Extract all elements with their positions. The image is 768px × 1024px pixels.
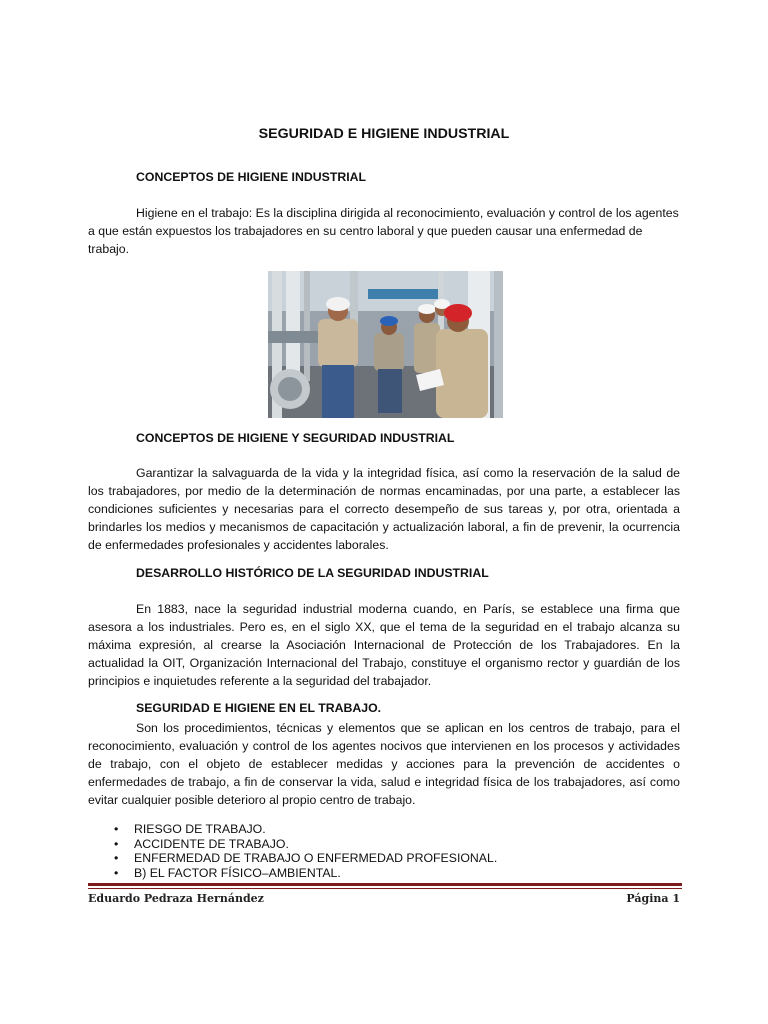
section-heading-higiene: CONCEPTOS DE HIGIENE INDUSTRIAL: [136, 170, 367, 184]
bullet-icon: •: [114, 851, 119, 865]
section-paragraph-desarrollo-historico: En 1883, nace la seguridad industrial moderna cuando, en París, se establece una firma que asesora a los industriales. Pero es, en el siglo XX, que el tema de la seguridad en el trabajo alcanza su máxima expresión, al crearse la Asociación Internacional de Protección de los Trabajadores. En la actualidad la OIT, Organización Internacional del Trabajo, constituye el organismo rector y guardián de los principios e inquietudes referente a la seguridad del trabajador.: [88, 602, 680, 688]
document-title: SEGURIDAD E HIGIENE INDUSTRIAL: [258, 126, 510, 142]
footer-divider-thin: [88, 888, 682, 889]
section-paragraph-seguridad-trabajo: Son los procedimientos, técnicas y elementos que se aplican en los centros de trabajo, para el reconocimiento, evaluación y control de los agentes nocivos que intervienen en los procesos y actividades de trabajo, con el objeto de establecer medidas y acciones para la prevención de accidentes o enfermedades de trabajo, a fin de conservar la vida, salud e integridad física de los trabajadores, así como evitar cualquier posible deterioro al propio centro de trabajo.: [88, 721, 680, 807]
section-heading-seguridad-trabajo: SEGURIDAD E HIGIENE EN EL TRABAJO.: [136, 701, 382, 715]
list-item-text: RIESGO DE TRABAJO.: [134, 822, 266, 836]
footer-page-number: Página 1: [626, 892, 680, 905]
footer-author: Eduardo Pedraza Hernández: [88, 892, 264, 905]
list-item: [108, 866, 497, 881]
industrial-workers-image: [268, 271, 503, 418]
bullet-icon: •: [114, 822, 119, 836]
list-item-text: B) EL FACTOR FÍSICO–AMBIENTAL.: [134, 865, 341, 880]
footer-divider: [88, 883, 682, 886]
bullet-list: [108, 822, 497, 880]
bullet-icon: •: [114, 836, 119, 851]
list-item-text: ACCIDENTE DE TRABAJO.: [134, 836, 289, 851]
bullet-icon: •: [114, 865, 119, 880]
section-paragraph-higiene-seguridad: Garantizar la salvaguarda de la vida y la integridad física, así como la reservación de la salud de los trabajadores, por medio de la determinación de normas encaminadas, por una parte, a establecer las condiciones suficientes y necesarias para el correcto desempeño de sus tareas y, por otra, orientada a brindarles los medios y mecanismos de capacitación y actualización laboral, a fin de prevenir, la ocurrencia de enfermedades profesionales y accidentes laborales.: [88, 466, 680, 552]
list-item: [108, 851, 497, 866]
section-heading-desarrollo-historico: DESARROLLO HISTÓRICO DE LA SEGURIDAD INDUSTRIAL: [136, 566, 489, 580]
list-item-text: ENFERMEDAD DE TRABAJO O ENFERMEDAD PROFESIONAL.: [134, 851, 498, 865]
industrial-workers-photo: [268, 271, 503, 418]
list-item: [108, 837, 497, 852]
section-heading-higiene-seguridad: CONCEPTOS DE HIGIENE Y SEGURIDAD INDUSTRIAL: [136, 431, 455, 445]
list-item: [108, 822, 497, 837]
section-paragraph-higiene: Higiene en el trabajo: Es la disciplina dirigida al reconocimiento, evaluación y control de los agentes a que están expuestos los trabajadores en su centro laboral y que pueden causar una enfermedad de trabajo.: [88, 206, 679, 256]
